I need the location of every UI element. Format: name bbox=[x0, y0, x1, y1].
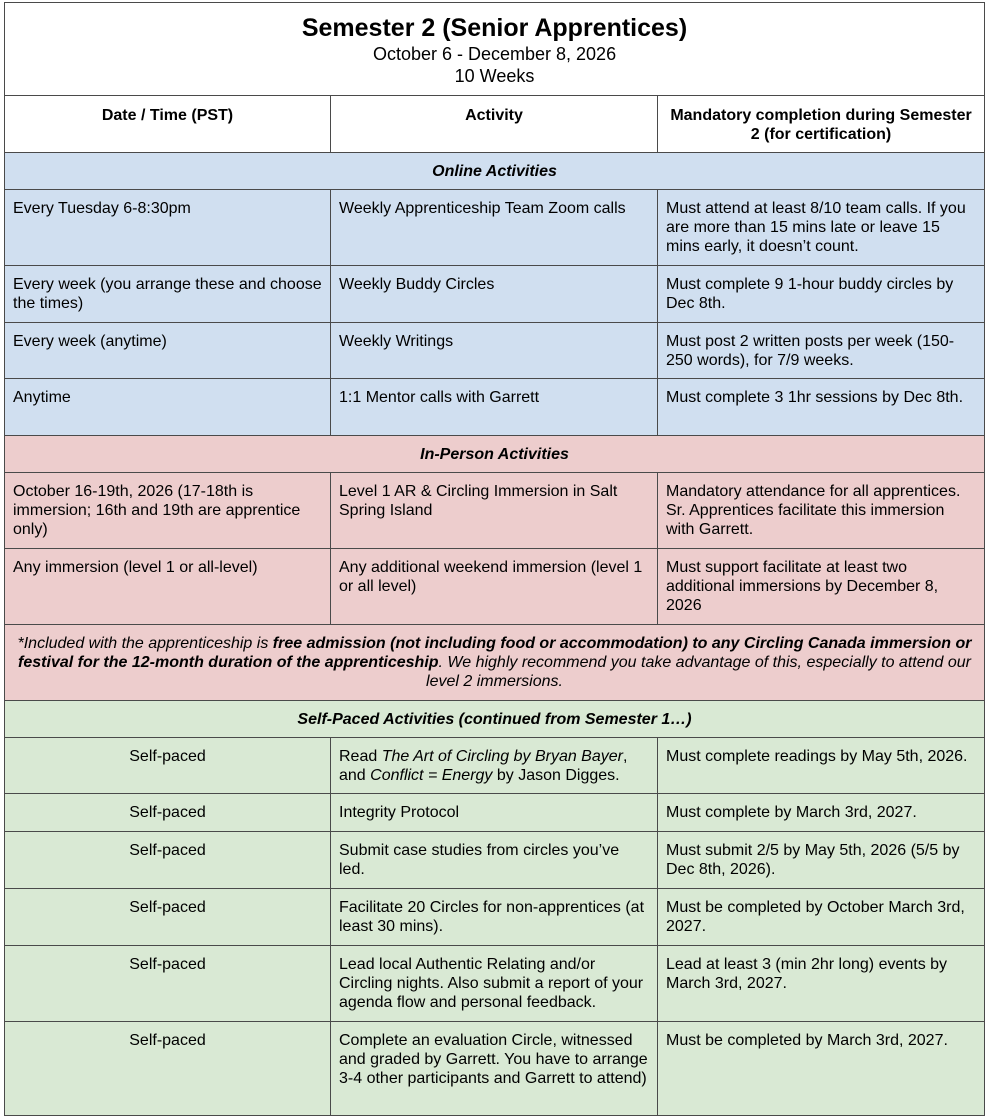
cell-when: Any immersion (level 1 or all-level) bbox=[5, 549, 331, 625]
cell-requirement: Must be completed by March 3rd, 2027. bbox=[658, 1022, 985, 1116]
activity-text: by Jason Digges. bbox=[492, 767, 620, 784]
section-header-self-paced bbox=[5, 701, 985, 738]
note-text-bold: free admission (not including food or accommodation) to any Circling Canada immersion or festival for the 12-month duration of the apprenticeship bbox=[18, 635, 972, 671]
cell-when: Anytime bbox=[5, 379, 331, 436]
cell-activity: Any additional weekend immersion (level 1 or all level) bbox=[331, 549, 658, 625]
cell-when: Every week (anytime) bbox=[5, 323, 331, 379]
cell-when: Every Tuesday 6-8:30pm bbox=[5, 190, 331, 266]
table-row bbox=[5, 190, 985, 266]
cell-activity: Facilitate 20 Circles for non-apprentices (at least 30 mins). bbox=[331, 889, 658, 946]
cell-activity: Submit case studies from circles you’ve led. bbox=[331, 832, 658, 889]
table-row bbox=[5, 889, 985, 946]
cell-requirement: Must support facilitate at least two additional immersions by December 8, 2026 bbox=[658, 549, 985, 625]
title-cell bbox=[5, 3, 985, 96]
cell-requirement: Must post 2 written posts per week (150-250 words), for 7/9 weeks. bbox=[658, 323, 985, 379]
semester-dates: October 6 - December 8, 2026 bbox=[372, 44, 617, 64]
section-header-in-person bbox=[5, 436, 985, 473]
activity-text: , and bbox=[339, 748, 628, 784]
book-title-conflict-energy: Conflict = Energy bbox=[370, 767, 493, 784]
section-title-self-paced: Self-Paced Activities (continued from Semester 1…) bbox=[5, 701, 985, 738]
cell-requirement: Must attend at least 8/10 team calls. If you are more than 15 mins late or leave 15 mins early, it doesn’t count. bbox=[658, 190, 985, 266]
cell-activity: Level 1 AR & Circling Immersion in Salt Spring Island bbox=[331, 473, 658, 549]
section-title-in-person: In-Person Activities bbox=[5, 436, 985, 473]
table-row bbox=[5, 323, 985, 379]
cell-activity: 1:1 Mentor calls with Garrett bbox=[331, 379, 658, 436]
cell-requirement: Lead at least 3 (min 2hr long) events by March 3rd, 2027. bbox=[658, 946, 985, 1022]
cell-requirement: Must complete 9 1-hour buddy circles by Dec 8th. bbox=[658, 266, 985, 323]
note-text-2: . We highly recommend you take advantage of this, especially to attend our level 2 immersions. bbox=[426, 654, 971, 690]
column-header-row bbox=[5, 96, 985, 153]
cell-when: Every week (you arrange these and choose the times) bbox=[5, 266, 331, 323]
cell-requirement: Must be completed by October March 3rd, 2027. bbox=[658, 889, 985, 946]
title-row bbox=[5, 3, 985, 96]
cell-activity: Integrity Protocol bbox=[331, 794, 658, 832]
table-row bbox=[5, 549, 985, 625]
admission-note bbox=[5, 625, 985, 701]
cell-when: Self-paced bbox=[5, 1022, 331, 1116]
note-row bbox=[5, 625, 985, 701]
column-header-requirement: Mandatory completion during Semester 2 (for certification) bbox=[658, 96, 985, 153]
cell-activity: Weekly Buddy Circles bbox=[331, 266, 658, 323]
page-title: Semester 2 (Senior Apprentices) bbox=[301, 14, 688, 42]
semester-schedule-table bbox=[4, 2, 985, 1116]
cell-activity bbox=[331, 738, 658, 794]
table-row bbox=[5, 738, 985, 794]
section-header-online bbox=[5, 153, 985, 190]
cell-activity: Weekly Apprenticeship Team Zoom calls bbox=[331, 190, 658, 266]
cell-activity: Weekly Writings bbox=[331, 323, 658, 379]
cell-when: Self-paced bbox=[5, 832, 331, 889]
table-row bbox=[5, 832, 985, 889]
cell-requirement: Must complete readings by May 5th, 2026. bbox=[658, 738, 985, 794]
cell-requirement: Must submit 2/5 by May 5th, 2026 (5/5 by Dec 8th, 2026). bbox=[658, 832, 985, 889]
cell-requirement: Mandatory attendance for all apprentices. Sr. Apprentices facilitate this immersion with Garrett. bbox=[658, 473, 985, 549]
table-row bbox=[5, 794, 985, 832]
cell-when: Self-paced bbox=[5, 889, 331, 946]
table-row bbox=[5, 379, 985, 436]
table-row bbox=[5, 266, 985, 323]
note-text-1: *Included with the apprenticeship is bbox=[17, 635, 273, 652]
section-title-online: Online Activities bbox=[5, 153, 985, 190]
column-header-date: Date / Time (PST) bbox=[5, 96, 331, 153]
table-row bbox=[5, 1022, 985, 1116]
book-title-art-of-circling: The Art of Circling by Bryan Bayer bbox=[381, 748, 623, 765]
cell-requirement: Must complete by March 3rd, 2027. bbox=[658, 794, 985, 832]
cell-activity: Complete an evaluation Circle, witnessed and graded by Garrett. You have to arrange 3-4 other participants and Garrett to attend) bbox=[331, 1022, 658, 1116]
activity-text: Read bbox=[339, 748, 382, 765]
cell-requirement: Must complete 3 1hr sessions by Dec 8th. bbox=[658, 379, 985, 436]
cell-activity: Lead local Authentic Relating and/or Circling nights. Also submit a report of your agenda flow and personal feedback. bbox=[331, 946, 658, 1022]
semester-duration: 10 Weeks bbox=[454, 66, 535, 86]
cell-when: October 16-19th, 2026 (17-18th is immersion; 16th and 19th are apprentice only) bbox=[5, 473, 331, 549]
cell-when: Self-paced bbox=[5, 946, 331, 1022]
cell-when: Self-paced bbox=[5, 738, 331, 794]
table-row bbox=[5, 946, 985, 1022]
column-header-activity: Activity bbox=[331, 96, 658, 153]
table-row bbox=[5, 473, 985, 549]
cell-when: Self-paced bbox=[5, 794, 331, 832]
